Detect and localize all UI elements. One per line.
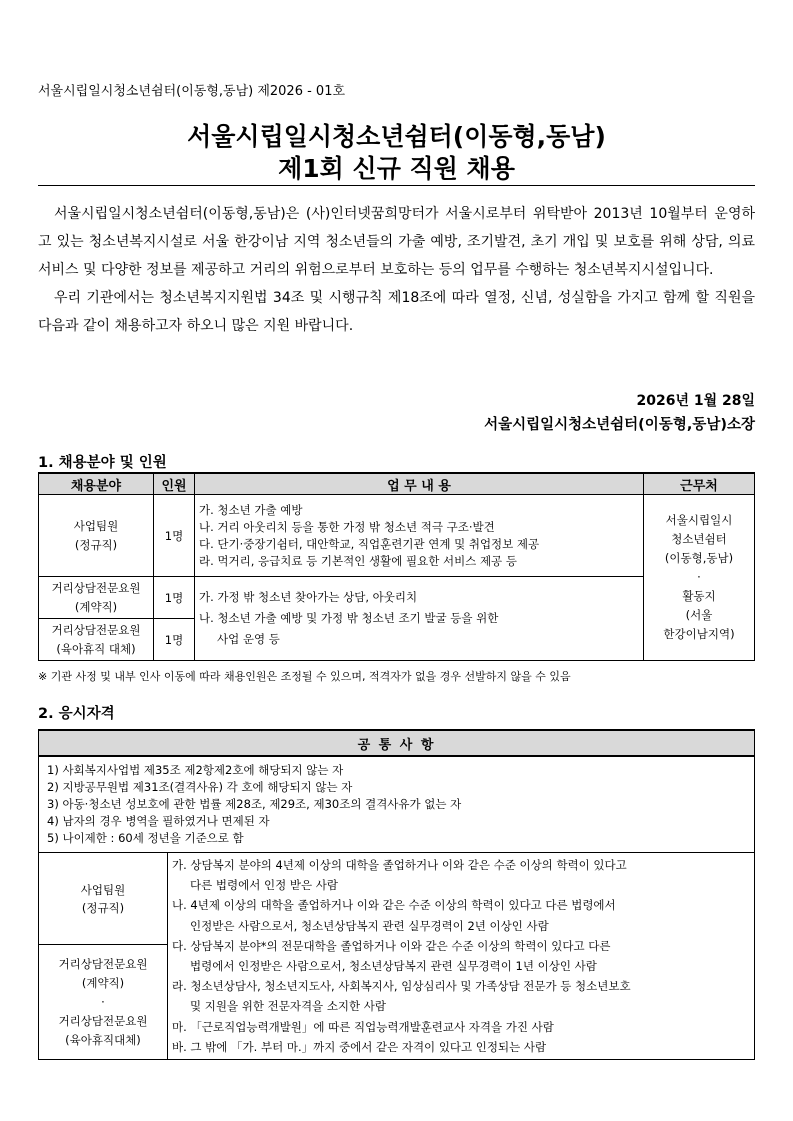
field-type: (계약직) xyxy=(74,599,118,614)
table-header-row xyxy=(39,730,755,756)
duty-item: 라. 먹거리, 응급치료 등 기본적인 생활에 필요한 서비스 제공 등 xyxy=(199,553,517,568)
common-item: 4) 남자의 경우 병역을 필하였거나 면제된 자 xyxy=(47,814,270,828)
table-row xyxy=(39,756,755,853)
section-heading-qualification: 2. 응시자격 xyxy=(38,706,115,722)
qual-item: 및 지원을 위한 전문자격을 소지한 사람 xyxy=(190,999,387,1014)
duty-item: 다. 단기·중장기쉼터, 대안학교, 직업훈련기관 연계 및 취업정보 제공 xyxy=(199,536,540,551)
qual-item: 가. 상담복지 분야의 4년제 이상의 대학을 졸업하거나 이와 같은 수준 이상의 학력이 있다고 xyxy=(172,858,627,872)
qual-field-cell xyxy=(39,945,168,1060)
common-items-cell xyxy=(39,756,755,853)
duty-item: 가. 가정 밖 청소년 찾아가는 상담, 아웃리치 xyxy=(199,590,418,604)
common-item: 3) 아동·청소년 성보호에 관한 법률 제28조, 제29조, 제30조의 결격사유가 없는 자 xyxy=(47,797,462,811)
qual-item: 나. 4년제 이상의 대학을 졸업하거나 이와 같은 수준 이상의 학력이 있다고 다른 법령에서 xyxy=(172,898,616,913)
qual-field-line: 사업팀원 xyxy=(80,882,126,897)
recruitment-table xyxy=(38,472,755,661)
field-cell xyxy=(39,495,154,577)
intro-text xyxy=(38,200,755,340)
field-cell xyxy=(39,619,154,661)
common-header: 공 통 사 항 xyxy=(39,730,755,756)
qual-field-line: · xyxy=(101,994,105,1009)
qual-field-line: (계약직) xyxy=(81,975,125,990)
signature: 서울시립일시청소년쉼터(이동형,동남)소장 xyxy=(484,417,755,433)
intro-paragraph: 서울시립일시청소년쉼터(이동형,동남)은 (사)인터넷꿈희망터가 서울시로부터 위탁받아 2013년 10월부터 운영하고 있는 청소년복지시설로 서울 한강이남 지역 청소년들의 가출 예방, 조기발견, 초기 개입 및 보호를 위해 상담, 의료서비스 및 다양한 정보를 제공하고 거리의 위험으로부터 보호하는 등의 업무를 수행하는 청소년복지시설입니다. xyxy=(38,206,755,278)
page-title: 서울시립일시청소년쉼터(이동형,동남) xyxy=(187,122,606,151)
field-name: 사업팀원 xyxy=(73,518,119,533)
title-divider xyxy=(38,185,755,186)
table-row xyxy=(39,495,755,577)
qual-item: 다. 상담복지 분야*의 전문대학을 졸업하거나 이와 같은 수준 이상의 학력이 있다고 다른 xyxy=(172,938,611,953)
col-header: 근무처 xyxy=(644,473,755,495)
common-item: 1) 사회복지사업법 제35조 제2항제2호에 해당되지 않는 자 xyxy=(47,763,344,777)
field-name: 거리상담전문요원 xyxy=(51,580,141,595)
count-cell: 1명 xyxy=(154,577,195,619)
recruitment-note: ※ 기관 사정 및 내부 인사 이동에 따라 채용인원은 조정될 수 있으며, 적격자가 없을 경우 선발하지 않을 수 있음 xyxy=(38,670,571,683)
field-type: (육아휴직 대체) xyxy=(56,641,136,656)
qual-item: 인정받은 사람으로서, 청소년상담복지 관련 실무경력이 2년 이상인 사람 xyxy=(190,918,549,933)
field-name: 거리상담전문요원 xyxy=(51,622,141,637)
workplace-line: 활동지 xyxy=(682,589,716,603)
col-header: 인원 xyxy=(154,473,195,495)
table-row xyxy=(39,853,755,945)
section-heading-recruit: 1. 채용분야 및 인원 xyxy=(38,455,167,471)
qual-items-cell xyxy=(168,853,755,1060)
qual-field-line: (정규직) xyxy=(81,900,125,915)
duty-item: 사업 운영 등 xyxy=(217,632,280,646)
common-item: 2) 지방공무원법 제31조(결격사유) 각 호에 해당되지 않는 자 xyxy=(47,780,353,794)
field-type: (정규직) xyxy=(74,537,118,552)
qual-item: 법령에서 인정받은 사람으로서, 청소년상담복지 관련 실무경력이 1년 이상인 사람 xyxy=(190,959,597,974)
page-subtitle: 제1회 신규 직원 채용 xyxy=(278,154,515,183)
qual-item: 다른 법령에서 인정 받은 사람 xyxy=(190,878,338,893)
common-item: 5) 나이제한 : 60세 정년을 기준으로 함 xyxy=(47,831,244,845)
announcement-date: 2026년 1월 28일 xyxy=(636,393,755,409)
qual-field-line: 거리상담전문요원 xyxy=(58,956,148,971)
qualification-table xyxy=(38,729,755,1060)
workplace-line: (이동형,동남) xyxy=(664,551,734,565)
workplace-line: · xyxy=(697,570,701,584)
qual-field-cell xyxy=(39,853,168,945)
intro-paragraph: 우리 기관에서는 청소년복지지원법 34조 및 시행규칙 제18조에 따라 열정, 신념, 성실함을 가지고 함께 할 직원을 다음과 같이 채용하고자 하오니 많은 지원 바랍니다. xyxy=(38,290,755,334)
document-number: 서울시립일시청소년쉼터(이동형,동남) 제2026 - 01호 xyxy=(38,84,346,99)
duty-item: 가. 청소년 가출 예방 xyxy=(199,502,303,517)
field-cell xyxy=(39,577,154,619)
workplace-line: (서울 xyxy=(685,608,713,622)
qual-item: 라. 청소년상담사, 청소년지도사, 사회복지사, 임상심리사 및 가족상담 전문가 등 청소년보호 xyxy=(172,979,631,994)
duty-item: 나. 청소년 가출 예방 및 가정 밖 청소년 조기 발굴 등을 위한 xyxy=(199,611,499,625)
table-header-row xyxy=(39,473,755,495)
duty-cell xyxy=(195,577,644,661)
count-cell: 1명 xyxy=(154,495,195,577)
workplace-line: 청소년쉼터 xyxy=(671,532,727,546)
qual-item: 마. 「근로직업능력개발원」에 따른 직업능력개발훈련교사 자격을 가진 사람 xyxy=(172,1019,554,1034)
qual-item: 바. 그 밖에 「가. 부터 마.」까지 중에서 같은 자격이 있다고 인정되는 사람 xyxy=(172,1039,547,1054)
workplace-line: 한강이남지역) xyxy=(663,627,735,641)
qual-field-line: 거리상담전문요원 xyxy=(58,1013,148,1028)
workplace-cell xyxy=(644,495,755,661)
qual-field-line: (육아휴직대체) xyxy=(65,1032,141,1047)
workplace-line: 서울시립일시 xyxy=(665,513,733,527)
duty-cell xyxy=(195,495,644,577)
duty-item: 나. 거리 아웃리치 등을 통한 가정 밖 청소년 적극 구조·발견 xyxy=(199,519,495,534)
count-cell: 1명 xyxy=(154,619,195,661)
col-header: 채용분야 xyxy=(39,473,154,495)
col-header: 업 무 내 용 xyxy=(195,473,644,495)
